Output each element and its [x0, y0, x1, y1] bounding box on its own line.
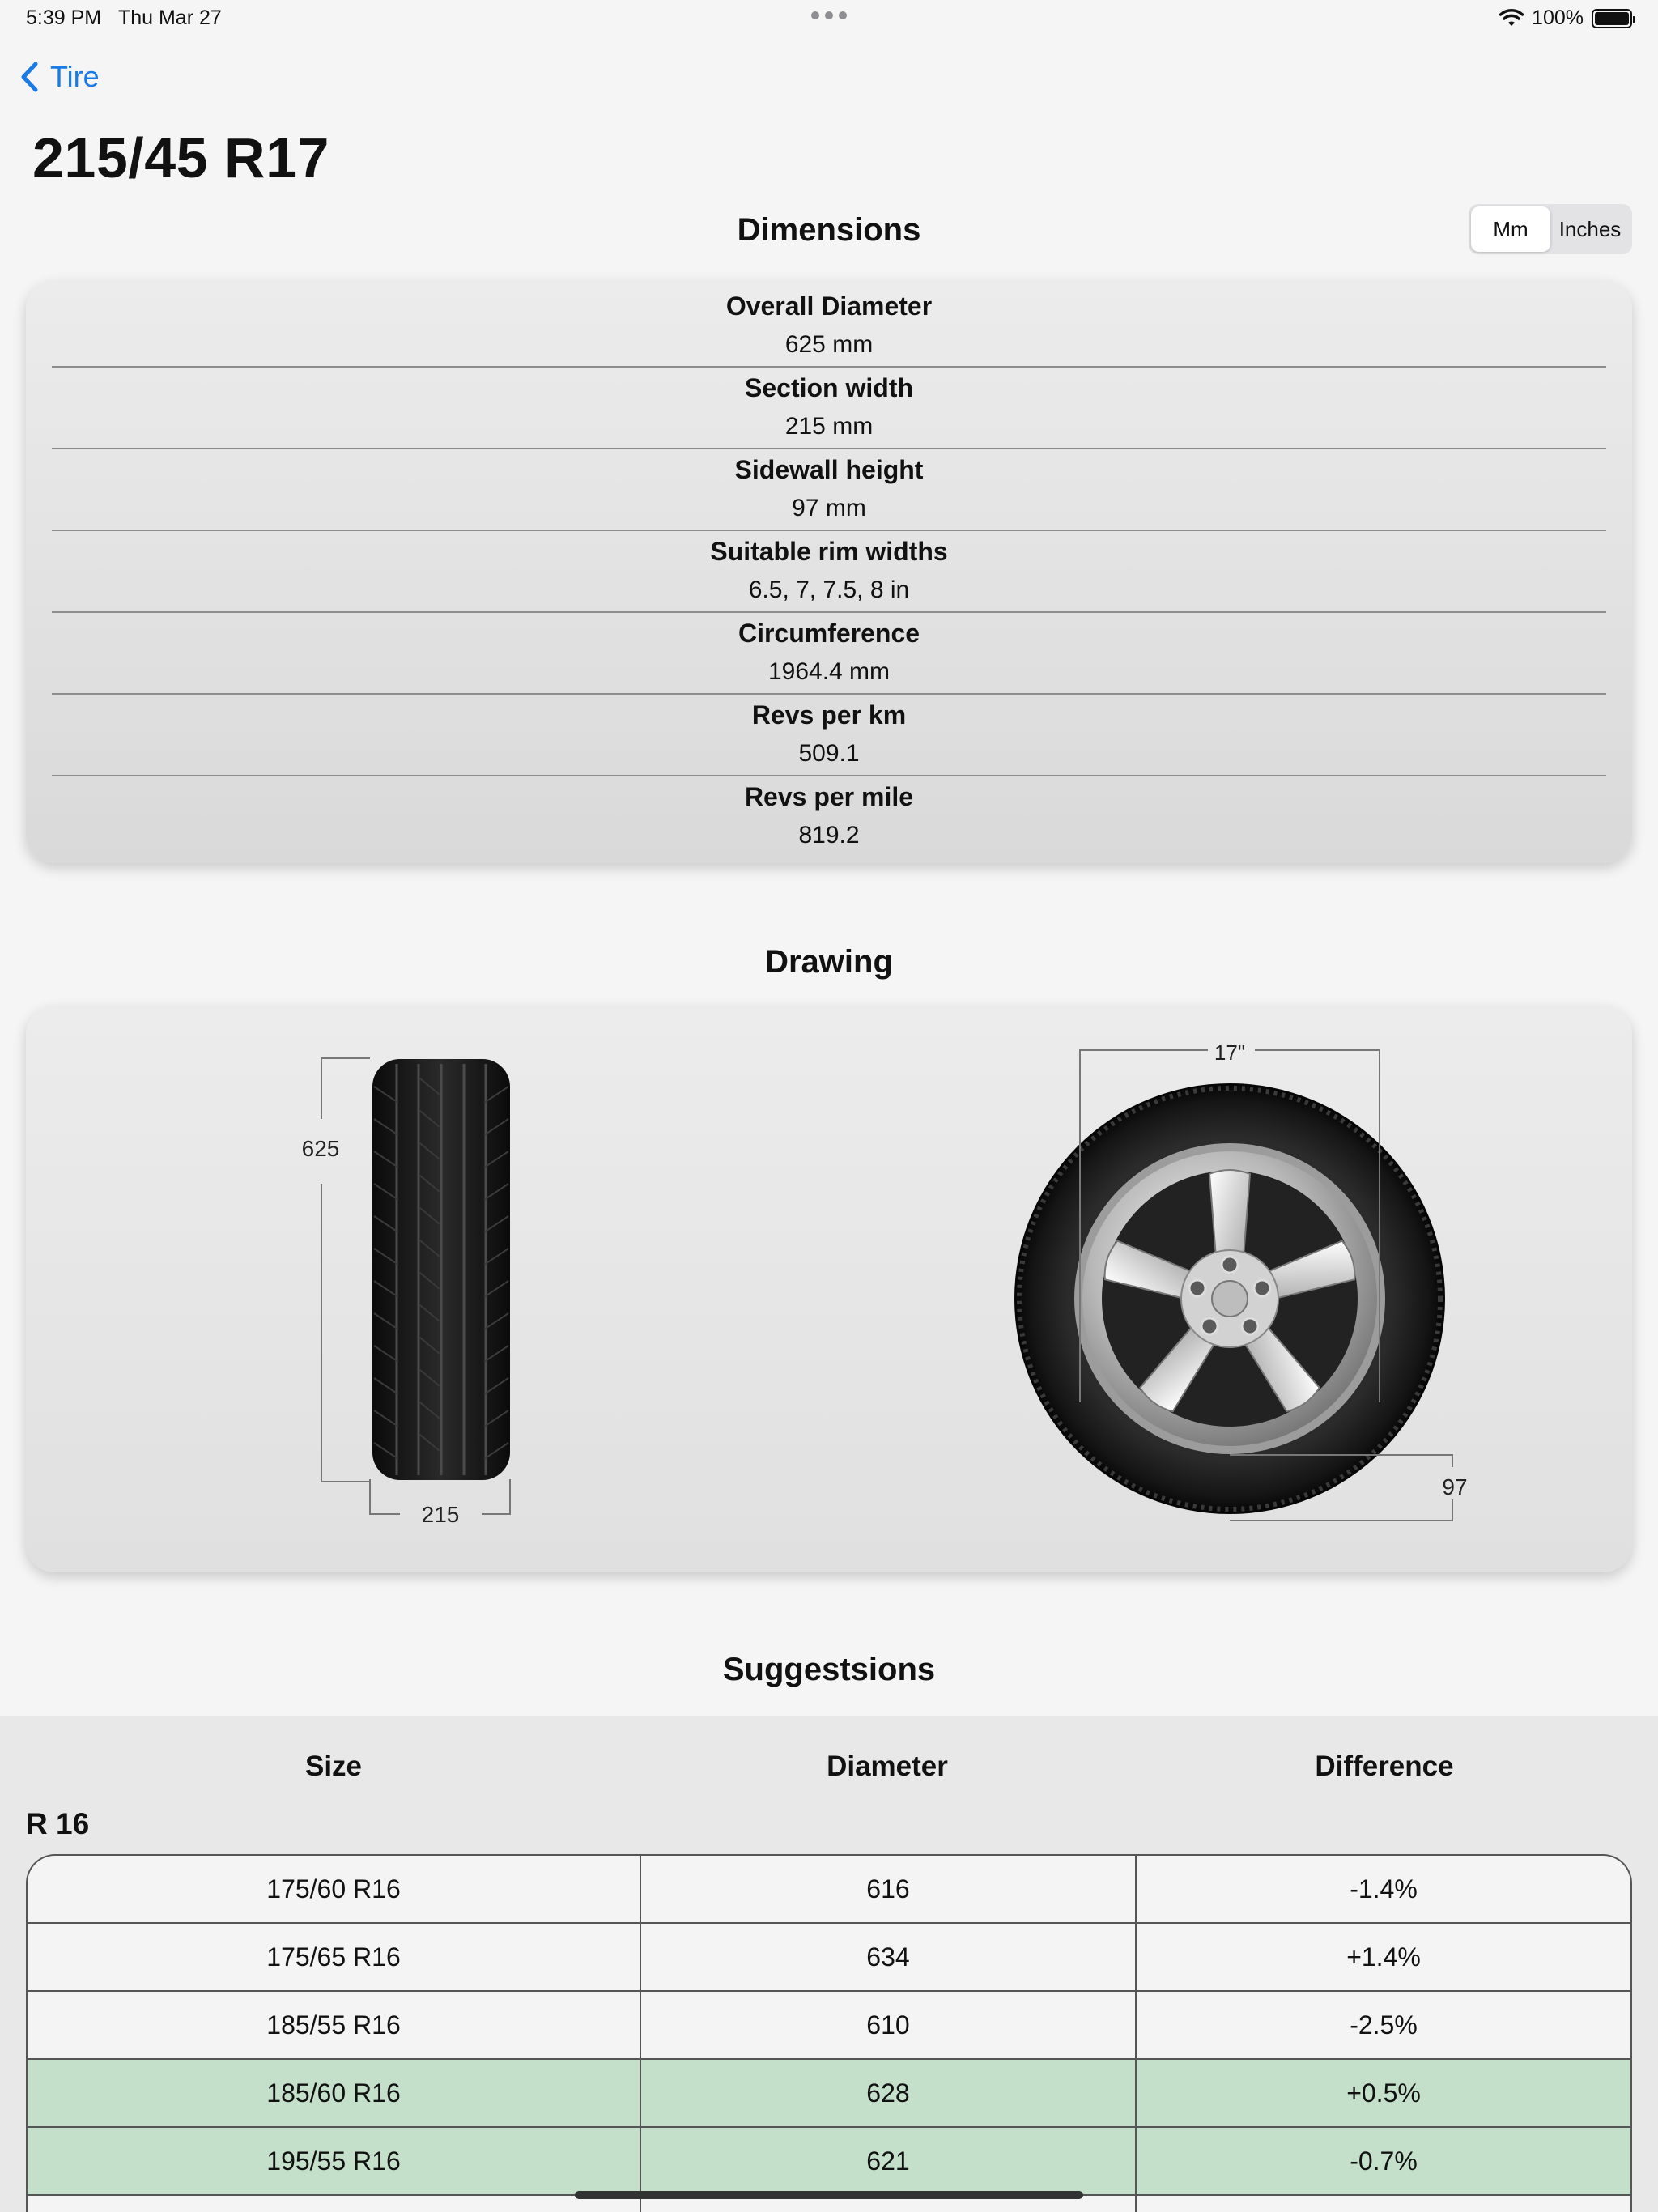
- wifi-icon: [1499, 9, 1524, 28]
- size-cell: 185/55 R16: [28, 1992, 641, 2058]
- diameter-cell: 634: [641, 1924, 1137, 1990]
- dimension-row: [52, 689, 1606, 771]
- diameter-cell: 616: [641, 1856, 1137, 1922]
- table-row[interactable]: [28, 2128, 1630, 2196]
- difference-cell: -1.4%: [1350, 1874, 1418, 1904]
- dimension-label: Revs per mile: [744, 782, 914, 811]
- column-header-size: Size: [304, 1750, 363, 1782]
- status-time: 5:39 PM Thu Mar 27: [26, 6, 222, 29]
- drawing-card: [26, 1006, 1632, 1572]
- dimension-row: [52, 362, 1606, 444]
- dimension-label: Suitable rim widths: [710, 537, 948, 566]
- suggestions-title: Suggestsions: [722, 1652, 936, 1687]
- difference-cell: +1.4%: [1346, 1942, 1421, 1972]
- dimension-label: Overall Diameter: [725, 291, 933, 321]
- battery-percent: 100%: [1532, 6, 1584, 29]
- dimension-row: [52, 525, 1606, 607]
- table-row[interactable]: [28, 2060, 1630, 2128]
- height-dimension: [321, 1058, 370, 1482]
- unit-segmented-control[interactable]: [1469, 204, 1632, 254]
- diameter-cell: 610: [641, 1992, 1137, 2058]
- dimensions-title: Dimensions: [737, 212, 921, 248]
- dimension-value: 6.5, 7, 7.5, 8 in: [748, 576, 910, 603]
- size-cell: 175/65 R16: [28, 1924, 641, 1990]
- sidewall-label: 97: [1442, 1474, 1468, 1499]
- size-cell: 195/55 R16: [28, 2128, 641, 2194]
- rim-label: 17": [1214, 1040, 1246, 1065]
- size-cell: 175/60 R16: [28, 1856, 641, 1922]
- status-bar: [0, 0, 1658, 37]
- width-label: 215: [421, 1502, 460, 1527]
- battery-icon: [1592, 9, 1632, 28]
- unit-inches-option[interactable]: Inches: [1558, 216, 1622, 241]
- status-indicators: [1499, 6, 1632, 30]
- back-label: Tire: [50, 60, 100, 93]
- height-label: 625: [301, 1136, 340, 1161]
- multitasking-dots[interactable]: [811, 11, 847, 19]
- dimension-row: [52, 607, 1606, 689]
- unit-mm-option[interactable]: Mm: [1471, 206, 1550, 252]
- diameter-cell: 621: [641, 2128, 1137, 2194]
- table-row[interactable]: [28, 1924, 1630, 1992]
- dimension-row: [52, 280, 1606, 362]
- size-cell: 185/60 R16: [28, 2060, 641, 2126]
- dimension-label: Section width: [745, 373, 913, 402]
- difference-cell: -0.7%: [1350, 2146, 1418, 2176]
- column-header-difference: Difference: [1315, 1750, 1454, 1782]
- difference-cell: -2.5%: [1350, 2010, 1418, 2040]
- home-indicator[interactable]: [575, 2191, 1083, 2199]
- chevron-left-icon: [19, 61, 39, 93]
- tire-drawing: [26, 1006, 1632, 1572]
- tire-side-view: [372, 1059, 510, 1480]
- wheel-front-view: [1014, 1083, 1445, 1514]
- column-header-diameter: Diameter: [827, 1750, 948, 1782]
- dimension-value: 1964.4 mm: [767, 658, 891, 685]
- drawing-title: Drawing: [765, 944, 893, 980]
- dimension-label: Revs per km: [751, 700, 907, 730]
- dimension-row: [52, 444, 1606, 525]
- dimension-value: 625 mm: [784, 331, 874, 358]
- page-title: 215/45 R17: [32, 126, 329, 189]
- dimension-value: 97 mm: [792, 495, 866, 521]
- dimensions-card: [26, 280, 1632, 863]
- dimension-value: 215 mm: [784, 413, 874, 440]
- size-cell: [28, 2196, 641, 2212]
- diameter-cell: 628: [641, 2060, 1137, 2126]
- dimension-value: 819.2: [798, 822, 860, 849]
- table-row[interactable]: [28, 1992, 1630, 2060]
- dimension-label: Circumference: [738, 619, 920, 648]
- suggestions-table: [26, 1854, 1632, 2212]
- dimension-row: [52, 771, 1606, 853]
- dimension-label: Sidewall height: [734, 455, 924, 484]
- difference-cell: +0.5%: [1346, 2078, 1421, 2108]
- dimension-value: 509.1: [798, 740, 860, 767]
- back-button[interactable]: [19, 60, 100, 94]
- table-row[interactable]: [28, 1856, 1630, 1924]
- difference-cell: [1137, 2196, 1630, 2212]
- rim-group-label: R 16: [26, 1807, 90, 1840]
